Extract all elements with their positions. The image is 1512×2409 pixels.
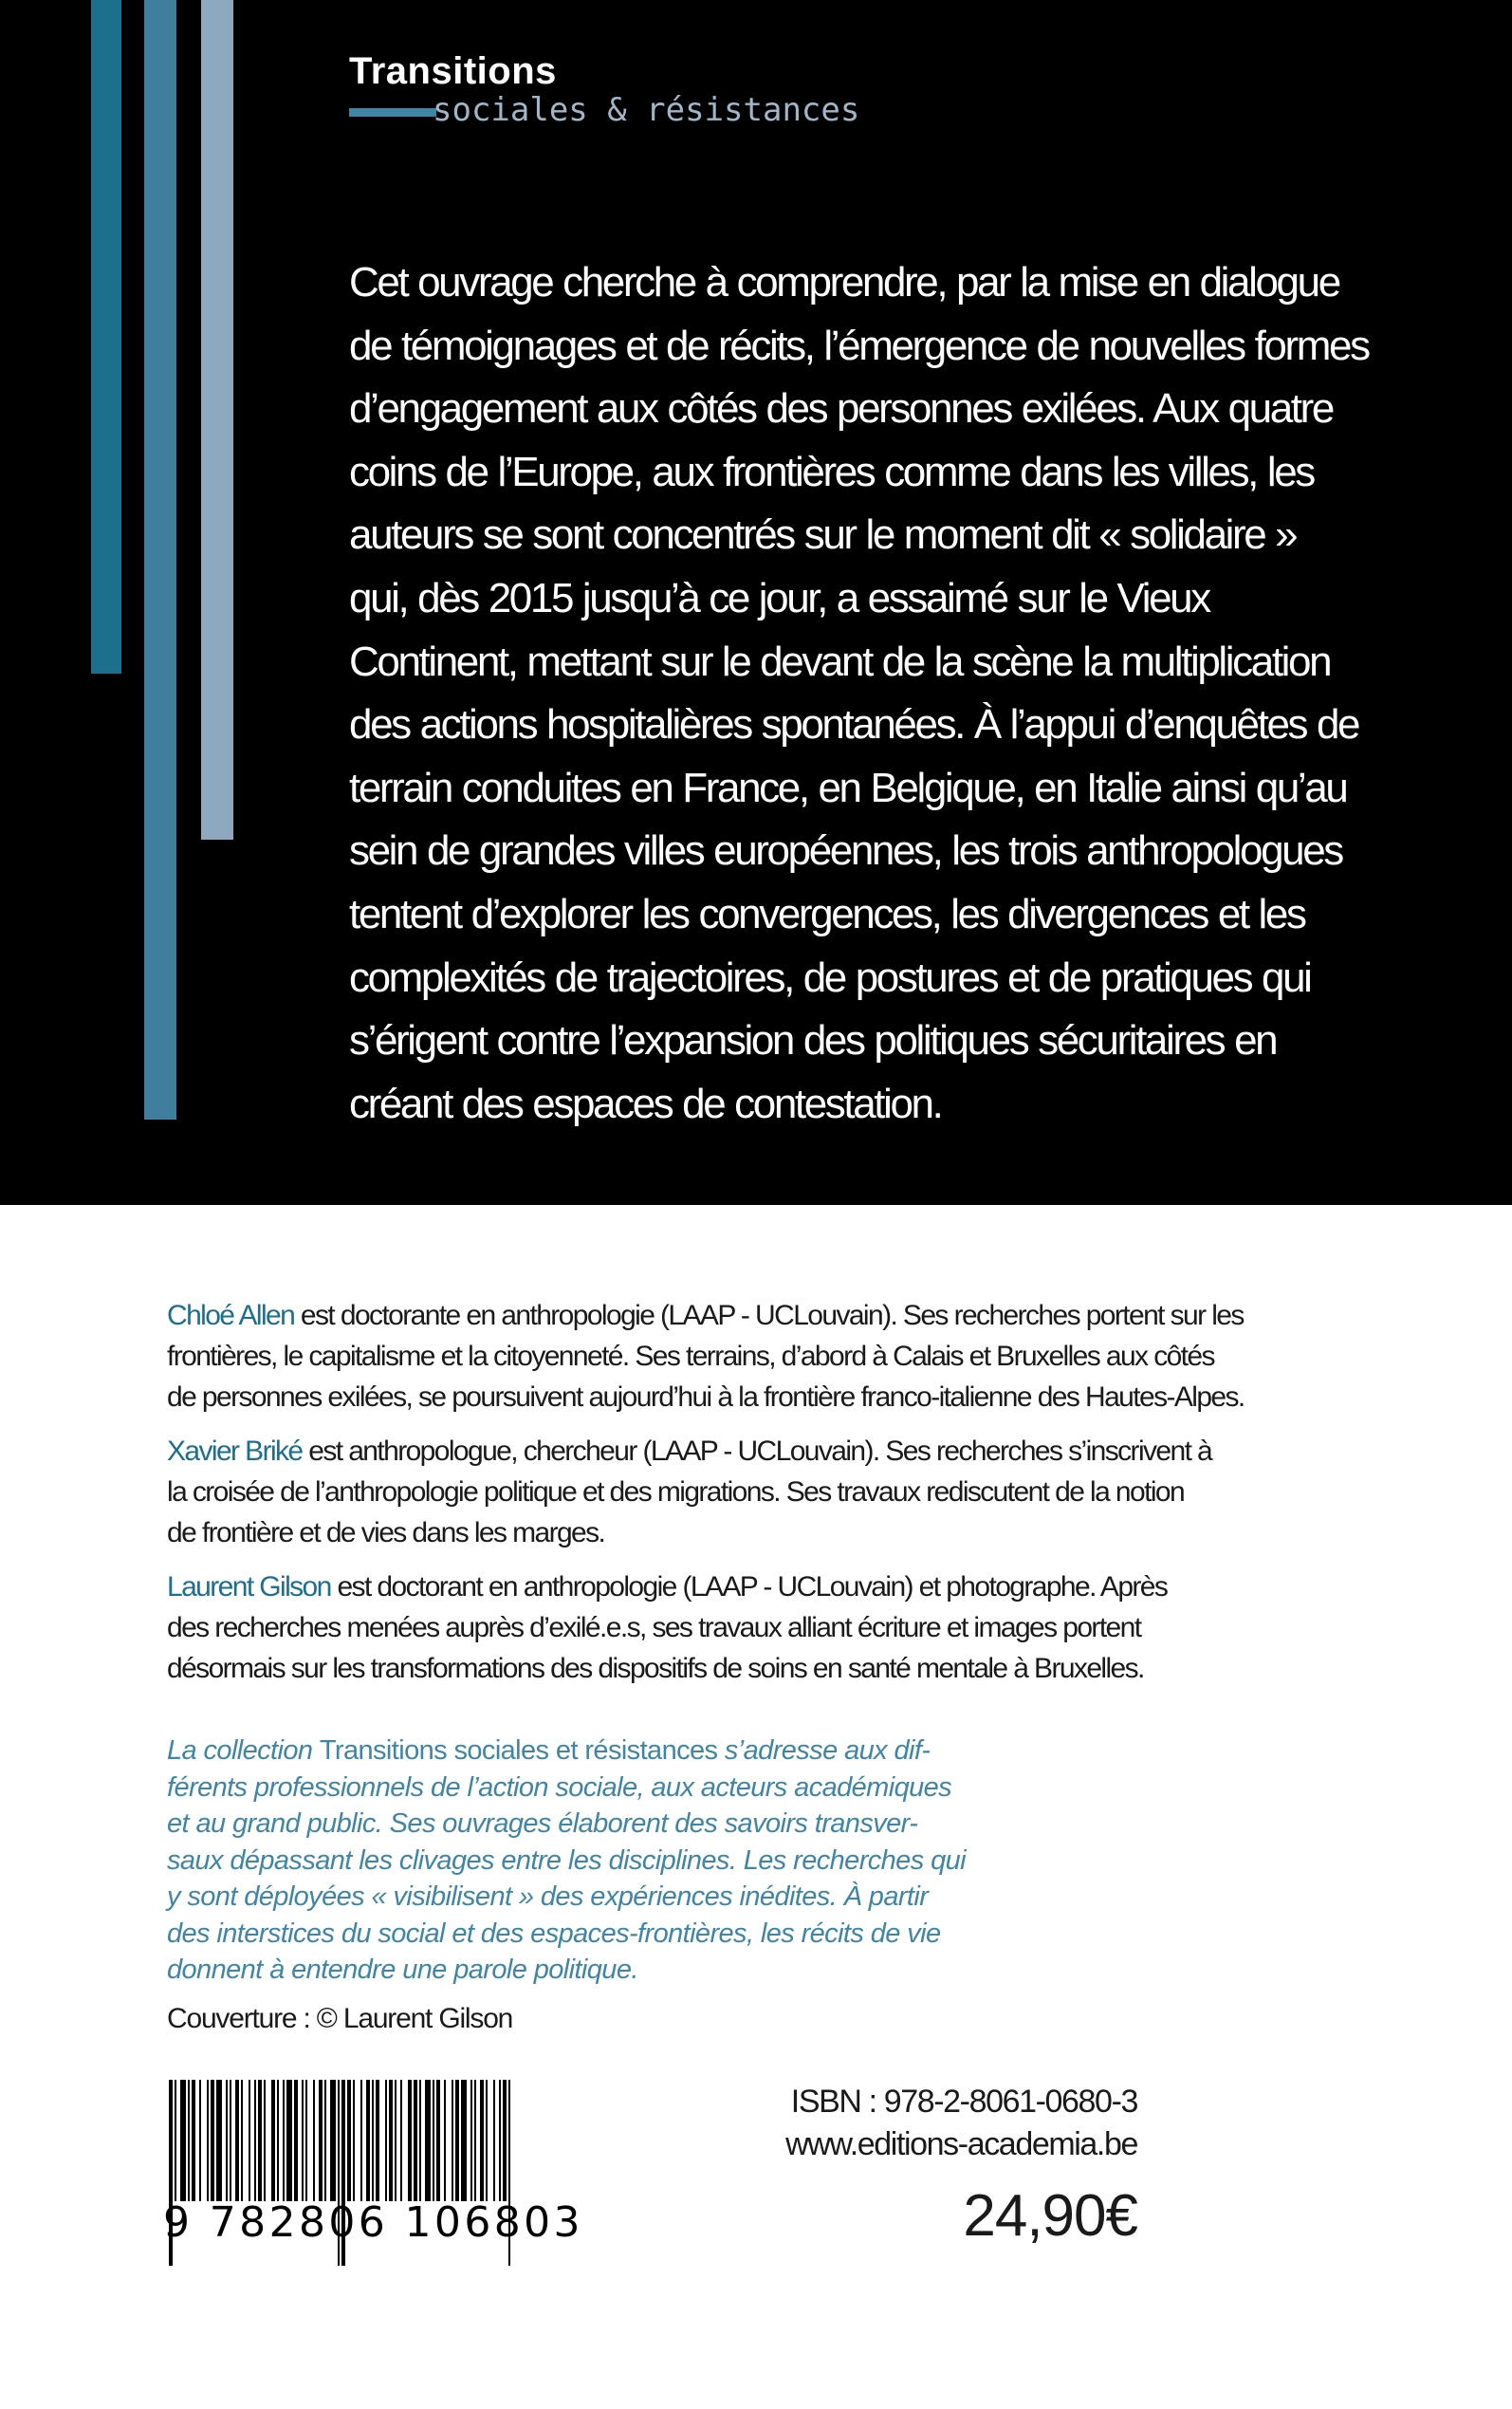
barcode-stripe [226, 2080, 228, 2201]
barcode-stripe [286, 2080, 292, 2201]
blurb-line: Cet ouvrage cherche à comprendre, par la mise en dialogue [349, 259, 1339, 306]
barcode-stripe [319, 2080, 323, 2201]
collection-text: s’adresse aux dif- [717, 1735, 931, 1766]
barcode-stripe [433, 2080, 434, 2201]
collection-line: et au grand public. Ses ouvrages élaborent des savoirs transver- [167, 1808, 918, 1839]
series-subtitle: sociales & résistances [433, 91, 860, 129]
blurb-line: d’engagement aux côtés des personnes exilées. Aux quatre [349, 385, 1333, 433]
barcode-stripe [385, 2080, 387, 2201]
barcode-stripe [277, 2080, 279, 2201]
barcode-stripe [180, 2080, 186, 2201]
barcode-stripe [353, 2080, 355, 2201]
barcode-stripe [264, 2080, 266, 2201]
price: 24,90€ [963, 2183, 1137, 2249]
author-name: Laurent Gilson [167, 1571, 331, 1603]
collection-line: saux dépassant les clivages entre les disciplines. Les recherches qui [167, 1844, 966, 1876]
series-underline [349, 108, 436, 117]
publisher-website: www.editions-academia.be [785, 2126, 1137, 2162]
barcode-stripe [493, 2080, 495, 2201]
blurb-line: terrain conduites en France, en Belgique, en Italie ainsi qu’au [349, 764, 1347, 811]
barcode-stripe [366, 2080, 370, 2201]
barcode-stripe [230, 2080, 231, 2201]
barcode-stripe [503, 2080, 507, 2201]
collection-line: férents professionnels de l’action sociale, aux acteurs académiques [167, 1771, 952, 1803]
barcode-stripe [499, 2080, 501, 2201]
barcode-stripe [175, 2080, 176, 2201]
barcode-stripe [283, 2080, 285, 2201]
blurb-line: s’érigent contre l’expansion des politiques sécuritaires en [349, 1017, 1277, 1065]
barcode-stripe [347, 2080, 351, 2201]
barcode-stripe [389, 2080, 393, 2201]
barcode-stripe [330, 2080, 336, 2201]
barcode-stripe [455, 2080, 459, 2201]
author-bio-line: de personnes exilées, se poursuivent aujourd’hui à la frontière franco-italienne des Hautes-Alpes. [167, 1381, 1245, 1413]
barcode-stripe [207, 2080, 209, 2201]
barcode-stripe [199, 2080, 201, 2201]
barcode-stripe [235, 2080, 239, 2201]
barcode-stripe [436, 2080, 440, 2201]
blurb-line: des actions hospitalières spontanées. À l’appui d’enquêtes de [349, 701, 1359, 749]
blurb-line: qui, dès 2015 jusqu’à ce jour, a essaimé sur le Vieux [349, 574, 1209, 621]
series-logo [349, 49, 860, 137]
author-bio-line: frontières, le capitalisme et la citoyenneté. Ses terrains, d’abord à Calais et Bruxelles aux côtés [167, 1341, 1214, 1372]
isbn: ISBN : 978-2-8061-0680-3 [790, 2084, 1137, 2120]
author-bio-line: désormais sur les transformations des dispositifs de soins en santé mentale à Bruxelles. [167, 1653, 1144, 1684]
blurb-line: de témoignages et de récits, l’émergence de nouvelles formes [349, 322, 1369, 369]
barcode-stripe [480, 2080, 484, 2201]
author-bio-line: la croisée de l’anthropologie politique et des migrations. Ses travaux rediscutent de la notion [167, 1476, 1185, 1508]
book-blurb [349, 251, 1369, 1136]
author-bio-text: est anthropologue, chercheur (LAAP - UCLouvain). Ses recherches s’inscrivent à [302, 1436, 1212, 1467]
barcode-stripe [408, 2080, 412, 2201]
cover-credit: Couverture : © Laurent Gilson [167, 2003, 513, 2034]
collection-line: donnent à entendre une parole politique. [167, 1955, 638, 1985]
decorative-bar-light [201, 0, 233, 840]
barcode-stripe [254, 2080, 256, 2201]
barcode-stripe [474, 2080, 476, 2201]
barcode-stripe [192, 2080, 195, 2201]
barcode-stripe [452, 2080, 453, 2201]
blurb-line: créant des espaces de contestation. [349, 1080, 942, 1127]
barcode-stripe [324, 2080, 326, 2201]
blurb-line: sein de grandes villes européennes, les trois anthropologues [349, 827, 1342, 875]
barcode-stripe [414, 2080, 417, 2201]
author-bio-laurent-gilson [167, 1566, 1233, 1689]
blurb-line: complexités de trajectoires, de postures et de pratiques qui [349, 954, 1311, 1001]
blurb-line: coins de l’Europe, aux frontières comme dans les villes, les [349, 448, 1314, 495]
collection-description [167, 1733, 1163, 1989]
blurb-line: auteurs se sont concentrés sur le moment dit « solidaire » [349, 511, 1297, 559]
collection-prefix: La collection [167, 1735, 320, 1766]
barcode-stripe [271, 2080, 275, 2201]
barcode-stripe [372, 2080, 374, 2201]
barcode-stripe [425, 2080, 431, 2201]
barcode-stripe [302, 2080, 304, 2201]
barcode-stripe [294, 2080, 298, 2201]
author-bio-line: de frontière et de vies dans les marges. [167, 1517, 605, 1548]
barcode-stripe [395, 2080, 396, 2201]
barcode-stripe [470, 2080, 472, 2201]
author-bio-chloe-allen [167, 1295, 1245, 1418]
barcode-stripe [313, 2080, 315, 2201]
barcode-stripe [216, 2080, 222, 2201]
barcode-stripe [360, 2080, 362, 2201]
series-title: Transitions [349, 50, 557, 92]
barcode-stripe [400, 2080, 402, 2201]
barcode-stripe [305, 2080, 307, 2201]
barcode-stripe [419, 2080, 421, 2201]
author-bio-xavier-brike [167, 1431, 1233, 1553]
barcode-stripe [241, 2080, 243, 2201]
barcode-stripe [461, 2080, 467, 2201]
barcode-stripe [258, 2080, 262, 2201]
collection-line: des interstices du social et des espaces-frontières, les récits de vie [167, 1918, 941, 1949]
decorative-bar-blue [144, 0, 176, 1120]
barcode-stripe [211, 2080, 214, 2201]
author-bio-line: des recherches menées auprès d’exilé.e.s, ses travaux alliant écriture et images portent [167, 1612, 1141, 1643]
barcode-stripe [486, 2080, 488, 2201]
barcode-stripe [376, 2080, 379, 2201]
author-name: Xavier Briké [167, 1436, 303, 1467]
decorative-bar-teal [91, 0, 121, 674]
barcode-stripe [188, 2080, 190, 2201]
barcode-digits: 9 782806 106803 [163, 2198, 583, 2247]
author-name: Chloé Allen [167, 1300, 295, 1331]
blurb-line: Continent, mettant sur le devant de la scène la multiplication [349, 638, 1331, 685]
barcode-stripe [444, 2080, 446, 2201]
author-bio-text: est doctorant en anthropologie (LAAP - UCLouvain) et photographe. Après [330, 1571, 1168, 1603]
author-bios [167, 1295, 1245, 1702]
author-bio-text: est doctorante en anthropologie (LAAP - UCLouvain). Ses recherches portent sur les [294, 1300, 1244, 1331]
collection-line: y sont déployées « visibilisent » des expériences inédites. À partir [167, 1881, 929, 1912]
barcode-stripe [249, 2080, 250, 2201]
collection-name: Transitions sociales et résistances [319, 1735, 718, 1766]
blurb-line: tentent d’explorer les convergences, les divergences et les [349, 890, 1305, 937]
